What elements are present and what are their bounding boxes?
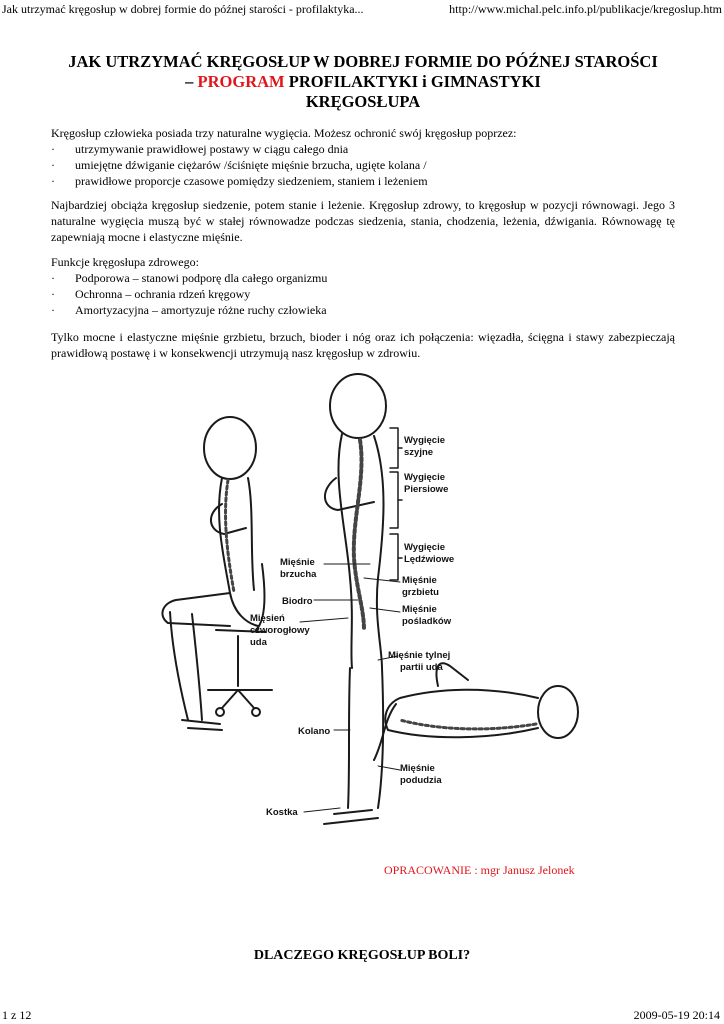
label-glutes-2: pośladków — [402, 616, 452, 627]
label-thoracic-2: Piersiowe — [404, 484, 449, 495]
label-calf-2: podudzia — [400, 775, 442, 786]
title-line-1: JAK UTRZYMAĆ KRĘGOSŁUP W DOBREJ FORMIE DO PÓŹNEJ STAROŚCI — [68, 52, 658, 71]
intro-paragraph: Kręgosłup człowieka posiada trzy naturalne wygięcia. Możesz ochronić swój kręgosłup poprzez: — [51, 126, 517, 140]
sitting-figure — [162, 417, 272, 730]
label-glutes-1: Mięśnie — [402, 604, 437, 615]
label-back-muscles-2: grzbietu — [402, 587, 439, 598]
title-program-highlight: PROGRAM — [197, 72, 285, 91]
title-line-3: KRĘGOSŁUPA — [305, 92, 421, 111]
chair-wheel — [252, 708, 260, 716]
title-line-2-prefix: – — [185, 72, 198, 91]
leader-ankle — [304, 808, 340, 812]
intro-section — [51, 125, 675, 189]
standing-legs — [348, 668, 383, 808]
balance-paragraph: Najbardziej obciąża kręgosłup siedzenie, potem stanie i leżenie. Kręgosłup zdrowy, to kręgosłup w pozycji równowagi. Jego 3 naturalne wygięcia muszą być w stałej równowadze podczas siedzenia, stania, chodzenia, leżenia, dźwigania. Równowagę tę zapewniają mocne i elastyczne mięśnie. — [51, 198, 675, 244]
label-quadriceps-1: Mięsień — [250, 613, 285, 624]
standing-back — [338, 434, 352, 668]
lying-spine — [400, 720, 536, 729]
label-hip: Biodro — [282, 596, 313, 607]
lying-head — [538, 686, 578, 738]
author-credit: OPRACOWANIE : mgr Janusz Jelonek — [384, 863, 575, 877]
list-item: · prawidłowe proporcje czasowe pomiędzy siedzeniem, staniem i leżeniem — [51, 173, 675, 189]
label-thoracic-1: Wygięcie — [404, 472, 446, 483]
label-ankle: Kostka — [266, 807, 298, 818]
list-item: · utrzymywanie prawidłowej postawy w ciągu całego dnia — [51, 141, 675, 157]
list-item: · Podporowa – stanowi podporę dla całego organizmu — [51, 270, 675, 286]
sitting-thigh — [162, 593, 230, 626]
title-line-2 — [50, 72, 676, 92]
list-item: · Amortyzacyjna – amortyzuje różne ruchy człowieka — [51, 302, 675, 318]
cervical-bracket — [390, 428, 398, 468]
functions-heading: Funkcje kręgosłupa zdrowego: — [51, 255, 199, 269]
title-line-2-rest: PROFILAKTYKI i GIMNASTYKI — [284, 72, 541, 91]
label-hamstring-1: Mięśnie tylnej — [388, 650, 451, 661]
standing-arms — [325, 478, 374, 510]
thoracic-bracket — [390, 472, 398, 528]
label-hamstring-2: partii uda — [400, 662, 443, 673]
sitting-head — [204, 417, 256, 479]
label-cervical-2: szyjne — [404, 447, 434, 458]
sitting-shin — [170, 612, 202, 720]
lying-figure — [374, 663, 578, 760]
list-item: · Ochronna – ochrania rdzeń kręgowy — [51, 286, 675, 302]
standing-front — [374, 436, 384, 668]
leader-glutes — [370, 608, 400, 612]
browser-url[interactable]: http://www.michal.pelc.info.pl/publikacje/kregoslup.htm — [449, 2, 722, 16]
label-knee: Kolano — [298, 726, 331, 737]
standing-spine — [354, 440, 364, 630]
spine-posture-illustration — [138, 368, 584, 838]
standing-head — [330, 374, 386, 438]
label-lumbar-2: Lędźwiowe — [404, 554, 455, 565]
article-title — [50, 52, 676, 112]
browser-page-title: Jak utrzymać kręgosłup w dobrej formie do późnej starości - profilaktyka... — [2, 2, 364, 16]
intro-list — [51, 141, 675, 189]
page-counter: 1 z 12 — [2, 1008, 32, 1022]
leader-quadriceps — [300, 618, 348, 622]
label-quadriceps-2: czworogłowy — [250, 625, 310, 636]
label-cervical-1: Wygięcie — [404, 435, 446, 446]
sitting-front — [248, 478, 254, 590]
sitting-foot — [182, 720, 222, 730]
muscles-paragraph: Tylko mocne i elastyczne mięśnie grzbietu, brzuch, bioder i nóg oraz ich połączenia: więzadła, ścięgna i stawy zabezpieczają prawidłową postawę i w konsekwencji utrzymują nasz kręgosłup w zdrowiu. — [51, 330, 675, 360]
chair-wheel — [216, 708, 224, 716]
sitting-arms — [211, 504, 246, 534]
label-lumbar-1: Wygięcie — [404, 542, 446, 553]
list-item: · umiejętne dźwiganie ciężarów /ściśnięte mięśnie brzucha, ugięte kolana / — [51, 157, 675, 173]
label-calf-1: Mięśnie — [400, 763, 435, 774]
label-quadriceps-3: uda — [250, 637, 267, 648]
lumbar-bracket — [390, 534, 398, 580]
functions-section — [51, 254, 675, 318]
label-abdominal-1: Mięśnie — [280, 557, 315, 568]
section-heading: DLACZEGO KRĘGOSŁUP BOLI? — [253, 948, 471, 963]
label-back-muscles-1: Mięśnie — [402, 575, 437, 586]
label-abdominal-2: brzucha — [280, 569, 317, 580]
print-timestamp: 2009-05-19 20:14 — [633, 1008, 720, 1022]
standing-feet — [324, 810, 378, 824]
functions-list — [51, 270, 675, 318]
